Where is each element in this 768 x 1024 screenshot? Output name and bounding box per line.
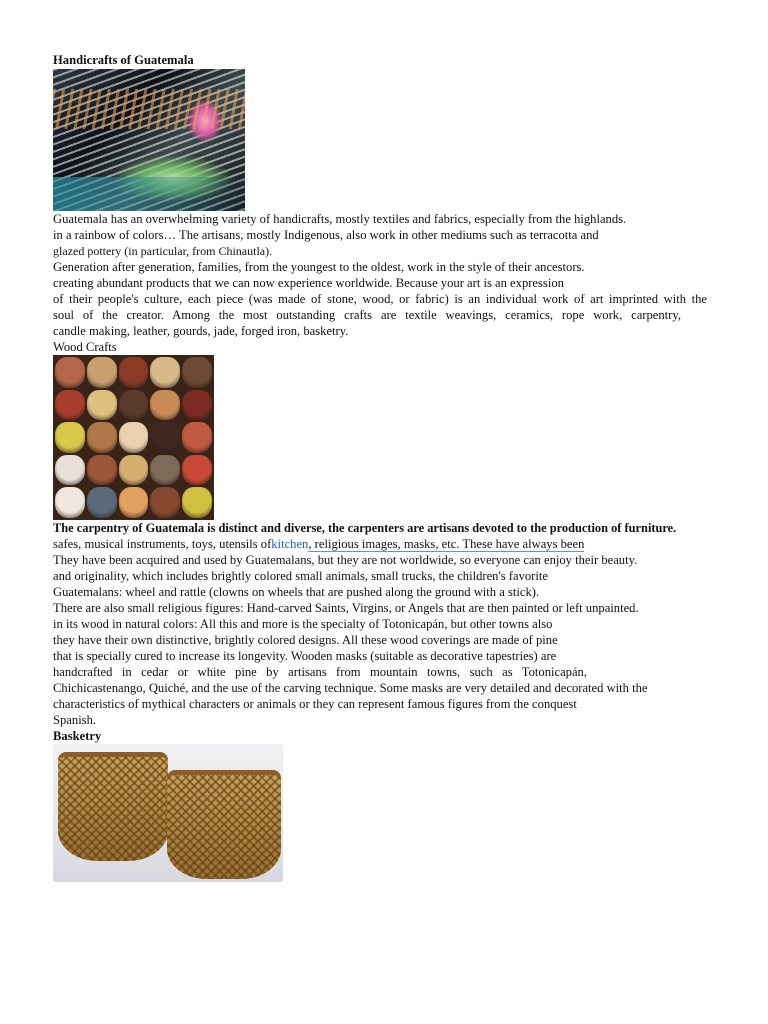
mask-tile [87, 357, 117, 388]
mask-tile [150, 455, 180, 486]
baskets-image [53, 744, 283, 882]
intro-line: glazed pottery (in particular, from Chinautla). [53, 244, 273, 258]
wood-link-line [53, 536, 733, 552]
section-heading-basketry: Basketry [53, 729, 102, 743]
document-page [53, 52, 733, 882]
intro-line: creating abundant products that we can now experience worldwide. Because your art is an expression [53, 276, 564, 290]
section-heading-wood: Wood Crafts [53, 340, 117, 354]
masks-image [53, 355, 214, 520]
wood-line: Guatemalans: wheel and rattle (clowns on wheels that are pushed along the ground with a stick). [53, 585, 540, 599]
wood-line: characteristics of mythical characters or animals or they can represent famous figures from the conquest [53, 697, 577, 711]
mask-tile [87, 390, 117, 421]
intro-line: in a rainbow of colors… The artisans, mostly Indigenous, also work in other mediums such as terracotta and [53, 228, 599, 242]
teal-fabric [53, 177, 245, 211]
page-title: Handicrafts of Guatemala [53, 53, 194, 67]
wood-bold-line: The carpentry of Guatemala is distinct and diverse, the carpenters are artisans devoted to the production of furniture. [53, 521, 677, 535]
mask-tile [119, 390, 149, 421]
intro-line: Generation after generation, families, from the youngest to the oldest, work in the style of their ancestors. [53, 260, 585, 274]
mask-tile [87, 487, 117, 518]
mask-tile [55, 390, 85, 421]
wood-line: handcrafted in cedar or white pine by artisans from mountain towns, such as Totonicapán, [53, 665, 587, 679]
wood-line: Chichicastenango, Quiché, and the use of the carving technique. Some masks are very detailed and decorated with the [53, 681, 648, 695]
bead-strands [53, 89, 245, 129]
wood-line: they have their own distinctive, brightly colored designs. All these wood coverings are made of pine [53, 633, 558, 647]
mask-tile [150, 422, 180, 453]
intro-line: soul of the creator. Among the most outstanding crafts are textile weavings, ceramics, rope work, carpentry, [53, 308, 681, 322]
mask-tile [55, 357, 85, 388]
wood-text-pre: safes, musical instruments, toys, utensils of [53, 537, 272, 551]
mask-tile [182, 390, 212, 421]
mask-tile [182, 487, 212, 518]
intro-line: candle making, leather, gourds, jade, forged iron, basketry. [53, 324, 349, 338]
wood-line: There are also small religious figures: Hand-carved Saints, Virgins, or Angels that are then painted or left unpainted. [53, 601, 639, 615]
basket-left [58, 752, 168, 861]
wood-line: Spanish. [53, 713, 97, 727]
mask-tile [55, 422, 85, 453]
mask-tile [119, 422, 149, 453]
mask-tile [55, 455, 85, 486]
mask-tile [87, 455, 117, 486]
wood-text-post: , religious images, masks, etc. These have always been [308, 537, 585, 551]
mask-tile [87, 422, 117, 453]
mask-tile [119, 357, 149, 388]
mask-tile [182, 357, 212, 388]
wood-line: in its wood in natural colors: All this and more is the specialty of Totonicapán, but other towns also [53, 617, 553, 631]
mask-tile [119, 487, 149, 518]
mask-tile [55, 487, 85, 518]
mask-tile [150, 390, 180, 421]
mask-tile [182, 455, 212, 486]
wood-line: They have been acquired and used by Guatemalans, but they are not worldwide, so everyone can enjoy their beauty. [53, 553, 638, 567]
kitchen-link[interactable]: kitchen [271, 537, 309, 551]
mask-tile [119, 455, 149, 486]
wood-paragraph [53, 552, 733, 728]
intro-paragraph [53, 211, 733, 339]
intro-line: Guatemala has an overwhelming variety of handicrafts, mostly textiles and fabrics, especially from the highlands. [53, 212, 627, 226]
jewelry-image [53, 69, 245, 211]
mask-tile [150, 357, 180, 388]
wood-line: that is specially cured to increase its longevity. Wooden masks (suitable as decorative tapestries) are [53, 649, 557, 663]
intro-line: of their people's culture, each piece (was made of stone, wood, or fabric) is an individual work of art imprinted with the [53, 292, 707, 306]
mask-tile [150, 487, 180, 518]
mask-tile [182, 422, 212, 453]
basket-right [167, 770, 281, 879]
wood-line: and originality, which includes brightly colored small animals, small trucks, the children's favorite [53, 569, 548, 583]
